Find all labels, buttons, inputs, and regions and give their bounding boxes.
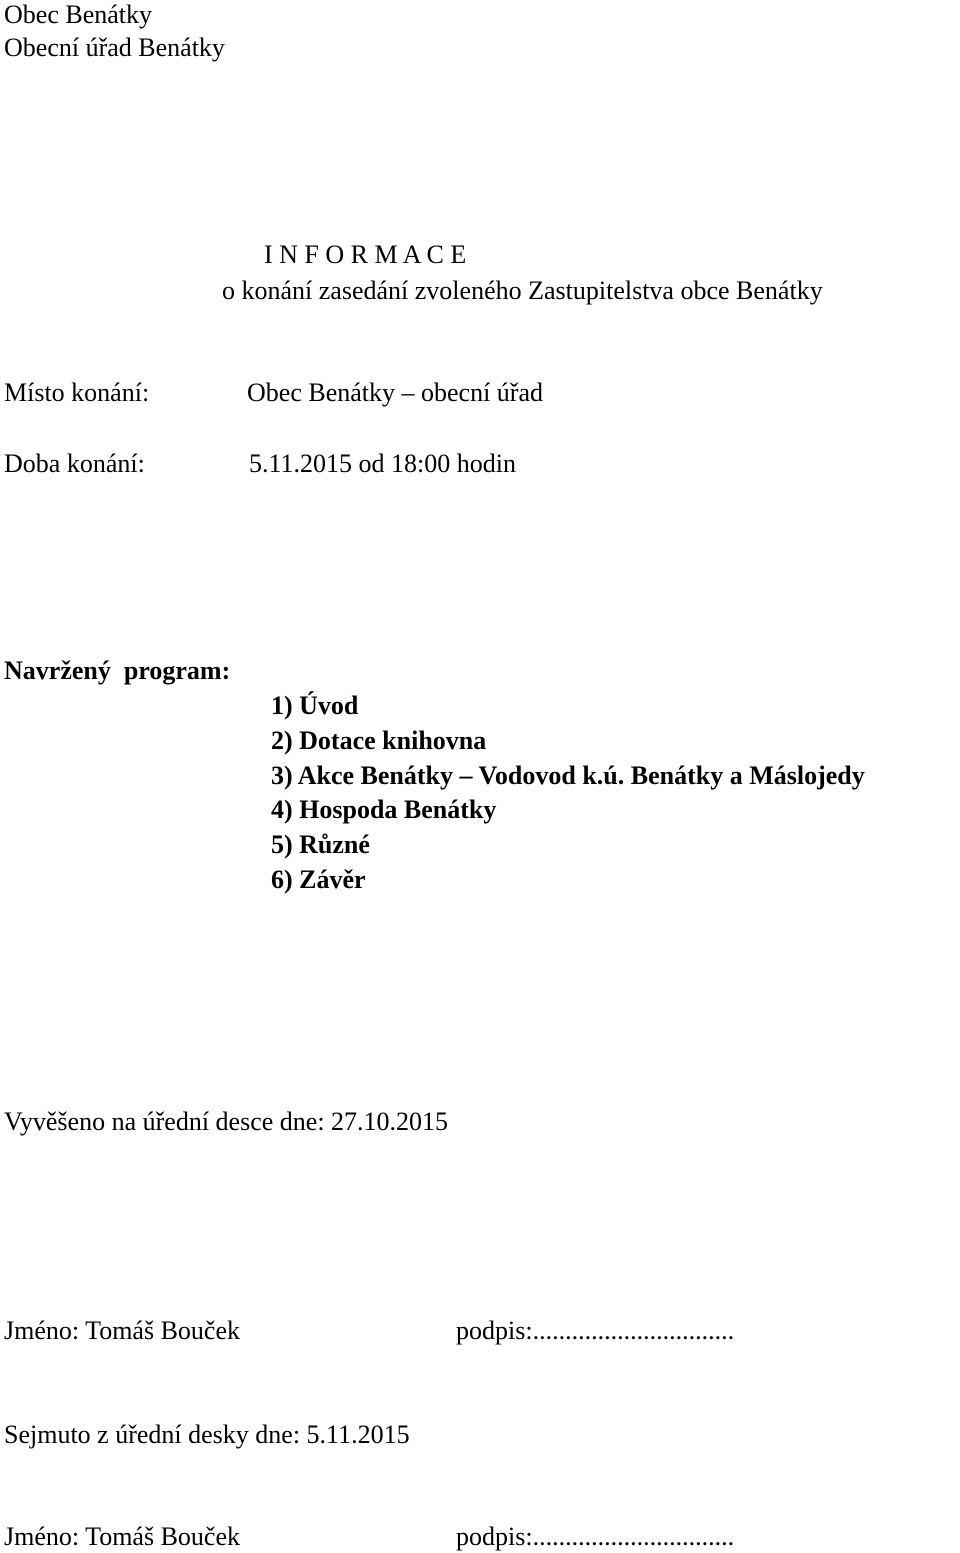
- program-item: 3) Akce Benátky – Vodovod k.ú. Benátky a Máslojedy: [271, 761, 865, 790]
- removed-by-signature: podpis:...............................: [456, 1522, 735, 1551]
- program-item: 5) Různé: [271, 830, 370, 859]
- page-subtitle: o konání zasedání zvoleného Zastupitelstva obce Benátky: [222, 276, 823, 305]
- posted-by-name: Jméno: Tomáš Bouček: [4, 1316, 241, 1345]
- page-title: I N F O R M A C E: [264, 240, 467, 269]
- place-value: Obec Benátky – obecní úřad: [247, 378, 544, 407]
- time-label: Doba konání:: [4, 449, 145, 478]
- time-value: 5.11.2015 od 18:00 hodin: [249, 449, 516, 478]
- removed-by-name: Jméno: Tomáš Bouček: [4, 1522, 241, 1551]
- place-label: Místo konání:: [4, 378, 150, 407]
- removed-date: Sejmuto z úřední desky dne: 5.11.2015: [4, 1420, 410, 1449]
- program-item: 6) Závěr: [271, 865, 366, 894]
- header-municipality: Obec Benátky: [4, 0, 153, 29]
- posted-date: Vyvěšeno na úřední desce dne: 27.10.2015: [4, 1107, 449, 1136]
- header-office: Obecní úřad Benátky: [4, 33, 225, 62]
- program-item: 2) Dotace knihovna: [271, 726, 487, 755]
- program-item: 4) Hospoda Benátky: [271, 795, 497, 824]
- posted-by-signature: podpis:...............................: [456, 1316, 735, 1345]
- program-heading: Navržený program:: [4, 656, 231, 685]
- program-item: 1) Úvod: [271, 691, 359, 720]
